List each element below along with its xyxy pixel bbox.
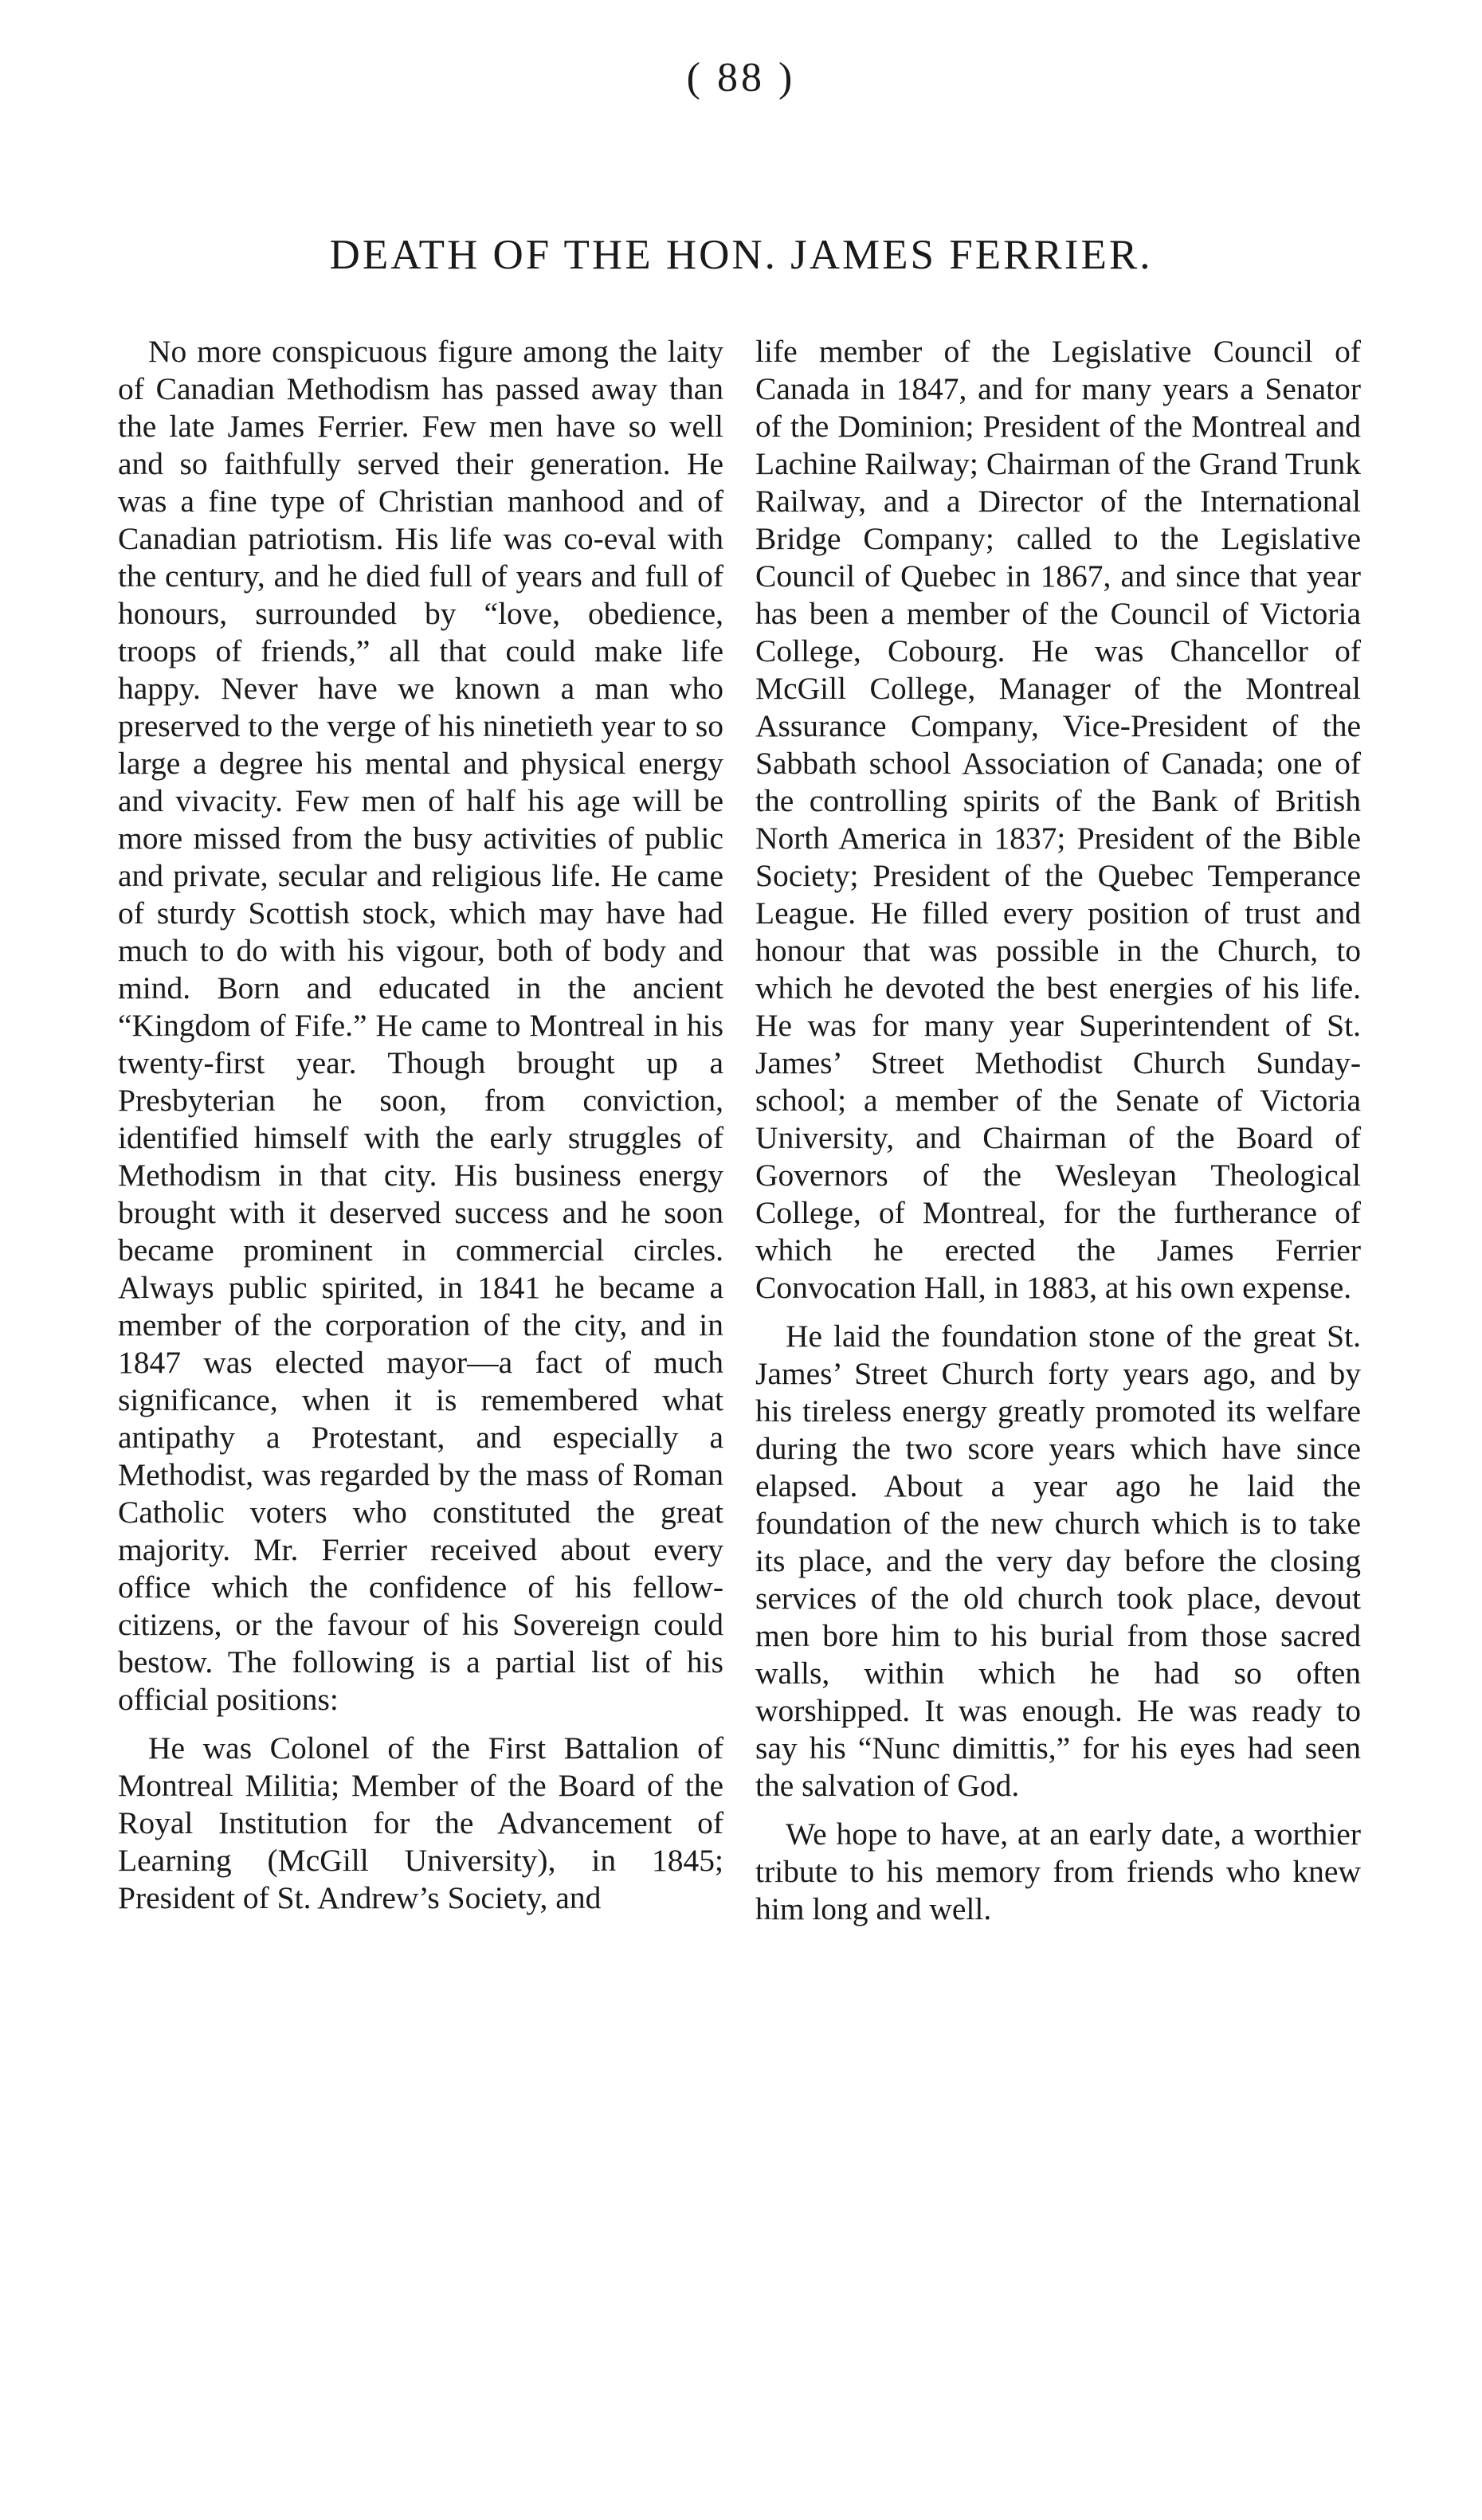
paragraph-official-positions: He was Colonel of the First Battalion of Montreal Militia; Member of the Board of the Royal Institution for the Advancement of Learning (McGill University), in 1845; President of St. Andrew’s Society, and (118, 1730, 723, 1915)
paragraph-church-foundation: He laid the foundation stone of the great St. James’ Street Church forty years ago, and by his tireless energy greatly promoted its welfare during the two score years which have since elapsed. About a year ago he laid the foundation of the new church which is to take its place, and the very day before the closing services of the old church took place, devout men bore him to his burial from those sacred walls, within which he had so often worshipped. It was enough. He was ready to say his “Nunc dimittis,” for his eyes had seen the salvation of God. (755, 1319, 1361, 1803)
left-column (118, 333, 723, 1928)
paragraph-opening: No more conspicuous figure among the laity of Canadian Methodism has passed away than the late James Ferrier. Few men have so well and so faithfully served their generation. He was a fine type of Christian manhood and of Canadian patriotism. His life was co-eval with the century, and he died full of years and full of honours, surrounded by “love, obedience, troops of friends,” all that could make life happy. Never have we known a man who preserved to the verge of his ninetieth year to so large a degree his mental and physical energy and vivacity. Few men of half his age will be more missed from the busy activities of public and private, secular and religious life. He came of sturdy Scottish stock, which may have had much to do with his vigour, both of body and mind. Born and educated in the ancient “Kingdom of Fife.” He came to Montreal in his twenty-first year. Though brought up a Presbyterian he soon, from conviction, identified himself with the early struggles of Methodism in that city. His business energy brought with it deserved success and he soon became prominent in commercial circles. Always public spirited, in 1841 he became a member of the corporation of the city, and in 1847 was elected mayor—a fact of much significance, when it is remembered what antipathy a Protestant, and especially a Methodist, was regarded by the mass of Roman Catholic voters who constituted the great majority. Mr. Ferrier received about every office which the confidence of his fellow-citizens, or the favour of his Sovereign could bestow. The following is a partial list of his official positions: (118, 334, 723, 1717)
right-column (755, 333, 1361, 1939)
page-number: ( 88 ) (686, 55, 796, 100)
paragraph-positions-continued: life member of the Legislative Council of Canada in 1847, and for many years a Senator of the Dominion; President of the Montreal and Lachine Railway; Chairman of the Grand Trunk Railway, and a Director of the International Bridge Company; called to the Legislative Council of Quebec in 1867, and since that year has been a member of the Council of Victoria College, Cobourg. He was Chancellor of McGill College, Manager of the Montreal Assurance Company, Vice-President of the Sabbath school Association of Canada; one of the controlling spirits of the Bank of British North America in 1837; President of the Bible Society; President of the Quebec Temperance League. He filled every position of trust and honour that was possible in the Church, to which he devoted the best energies of his life. He was for many year Superintendent of St. James’ Street Methodist Church Sunday-school; a member of the Senate of Victoria University, and Chairman of the Board of Governors of the Wesleyan Theological College, of Montreal, for the furtherance of which he erected the James Ferrier Convocation Hall, in 1883, at his own expense. (755, 334, 1361, 1305)
article-title: DEATH OF THE HON. JAMES FERRIER. (329, 232, 1153, 278)
paragraph-closing: We hope to have, at an early date, a worthier tribute to his memory from friends who knew him long and well. (755, 1817, 1361, 1926)
